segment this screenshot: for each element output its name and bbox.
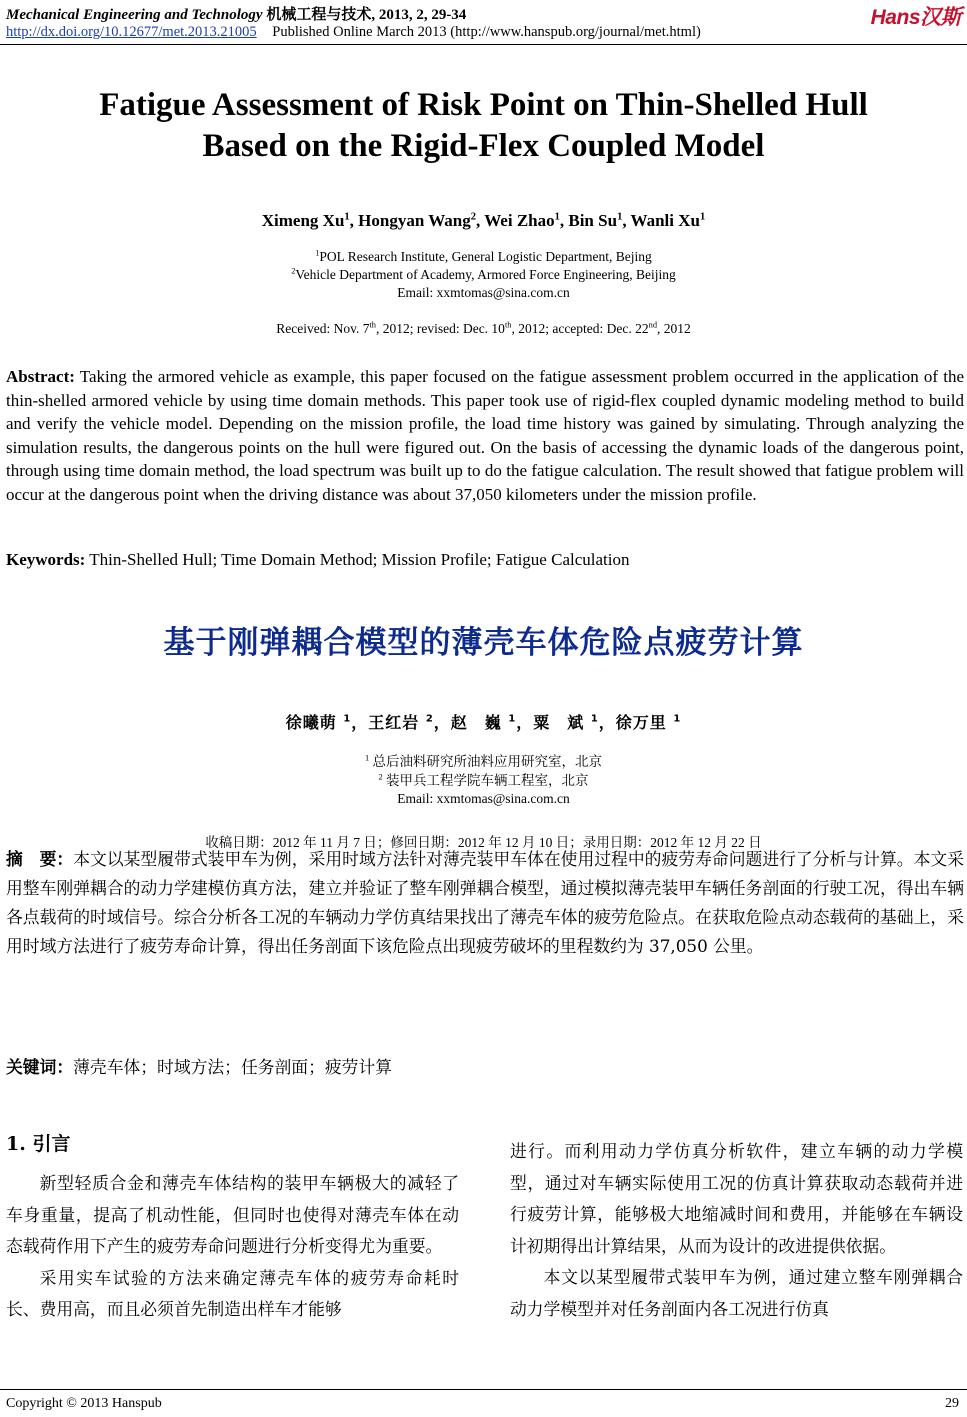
- hans-logo: Hans汉斯: [870, 6, 961, 29]
- author-cn: 赵 巍 $^1$，: [450, 713, 534, 732]
- author-cn: 王红岩 $^2$，: [368, 713, 451, 732]
- abstract-text: Taking the armored vehicle as example, this paper focused on the fatigue assessment problem occurred in the application of the thin-shelled armored vehicle by using time domain methods. This paper took use of rigid-flex coupled dynamic modeling method to build and verify the vehicle model. Depending on the mission profile, the load time history was gained by simulating. Through analyzing the simulation results, the dangerous points on the hull were figured out. On the basis of accessing the dynamic loads of the dangerous point, through using time domain method, the load spectrum was built up to do the fatigue calculation. The result showed that fatigue problem will occur at the dangerous point when the driving distance was about 37,050 kilometers under the mission profile.: [6, 367, 964, 504]
- keywords-cn-label: 关键词：: [6, 1057, 74, 1077]
- body-paragraph: 进行。而利用动力学仿真分析软件，建立车辆的动力学模型，通过对车辆实际使用工况的仿真计算获取动态载荷并进行疲劳计算，能够极大地缩减时间和费用，并能够在车辆设计初期得出计算结果，从而为设计的改进提供依据。: [510, 1141, 963, 1256]
- body-paragraph: 新型轻质合金和薄壳车体结构的装甲车辆极大的减轻了车身重量，提高了机动性能，但同时也使得对薄壳车体在动态载荷作用下产生的疲劳寿命问题进行分析变得尤为重要。: [6, 1173, 459, 1256]
- abstract-label: Abstract:: [6, 367, 75, 386]
- author: Wanli Xu$^1$: [630, 211, 706, 230]
- keywords-cn: [6, 1053, 964, 1082]
- abstract-cn-label: 摘 要：: [6, 849, 74, 869]
- doi-line: [6, 24, 701, 41]
- published-online: Published Online March 2013 (http://www.hanspub.org/journal/met.html): [272, 24, 701, 40]
- abstract-cn-text: 本文以某型履带式装甲车为例，采用时域方法针对薄壳装甲车体在使用过程中的疲劳寿命问题进行了分析与计算。本文采用整车刚弹耦合的动力学建模仿真方法，建立并验证了整车刚弹耦合模型，通过模拟薄壳装甲车辆任务剖面的行驶工况，得出车辆各点载荷的时域信号。综合分析各工况的车辆动力学仿真结果找出了薄壳车体的疲劳危险点。在获取危险点动态载荷的基础上，采用时域方法进行了疲劳寿命计算，得出任务剖面下该危险点出现疲劳破坏的里程数约为 37,050 公里。: [6, 849, 964, 956]
- doi-link[interactable]: http://dx.doi.org/10.12677/met.2013.21005: [6, 24, 257, 40]
- affiliation-cn-2: $^2$ 装甲兵工程学院车辆工程室，北京: [378, 772, 589, 788]
- author-cn: 粟 斌 $^1$，: [533, 713, 616, 732]
- author: Ximeng Xu$^1$,: [261, 211, 359, 230]
- author-cn: 徐万里 $^1$: [615, 713, 682, 732]
- affiliations-en: [0, 248, 967, 302]
- author: Wei Zhao$^1$,: [484, 211, 569, 230]
- journal-name-en: Mechanical Engineering and Technology: [6, 7, 263, 23]
- author: Bin Su$^1$,: [568, 211, 631, 230]
- keywords-cn-text: 薄壳车体；时域方法；任务剖面；疲劳计算: [73, 1057, 392, 1077]
- paper-title-cn: 基于刚弹耦合模型的薄壳车体危险点疲劳计算: [163, 625, 804, 661]
- body-column-right: [510, 1136, 963, 1325]
- body-paragraph: 本文以某型履带式装甲车为例，通过建立整车刚弹耦合动力学模型并对任务剖面内各工况进行仿真: [510, 1267, 963, 1319]
- abstract-en: [6, 365, 964, 506]
- received-dates-cn: 收稿日期：2012 年 11 月 7 日；修回日期：2012 年 12 月 10 日；录用日期：2012 年 12 月 22 日: [205, 835, 762, 850]
- received-dates-en: Received: Nov. 7th, 2012; revised: Dec. 10th, 2012; accepted: Dec. 22nd, 2012: [276, 320, 691, 336]
- footer-divider: [0, 1389, 967, 1390]
- paper-title-en: [0, 85, 967, 167]
- body-column-left: [6, 1128, 459, 1326]
- affiliation-2: $^2$Vehicle Department of Academy, Armored Force Engineering, Beijing: [291, 266, 676, 282]
- affiliation-cn-1: $^1$ 总后油料研究所油料应用研究室，北京: [364, 753, 603, 769]
- title-en-line1: Fatigue Assessment of Risk Point on Thin-Shelled Hull: [99, 87, 868, 123]
- journal-name-cn: 机械工程与技术, 2013, 2, 29-34: [266, 7, 467, 23]
- author-cn: 徐曦萌 $^1$，: [285, 713, 369, 732]
- authors-cn: [0, 710, 967, 733]
- page-number: 29: [945, 1396, 959, 1411]
- journal-header: [6, 3, 466, 24]
- affiliations-cn: [0, 753, 967, 809]
- copyright: Copyright © 2013 Hanspub: [6, 1396, 162, 1411]
- keywords-text: Thin-Shelled Hull; Time Domain Method; Mission Profile; Fatigue Calculation: [85, 550, 630, 569]
- authors-en: [0, 211, 967, 231]
- title-en-line2: Based on the Rigid-Flex Coupled Model: [202, 128, 765, 164]
- affiliation-1: $^1$POL Research Institute, General Logistic Department, Bejing: [315, 248, 652, 264]
- keywords-label: Keywords:: [6, 550, 86, 569]
- body-paragraph: 采用实车试验的方法来确定薄壳车体的疲劳寿命耗时长、费用高，而且必须首先制造出样车才能够: [6, 1267, 459, 1319]
- keywords-en: [6, 548, 964, 572]
- abstract-cn: [6, 845, 964, 961]
- author: Hongyan Wang$^2$,: [358, 211, 485, 230]
- email-cn: Email: xxmtomas@sina.com.cn: [397, 791, 570, 806]
- section-heading: 1. 引言: [6, 1133, 71, 1155]
- email-en: Email: xxmtomas@sina.com.cn: [397, 285, 570, 300]
- header-divider: [0, 44, 967, 45]
